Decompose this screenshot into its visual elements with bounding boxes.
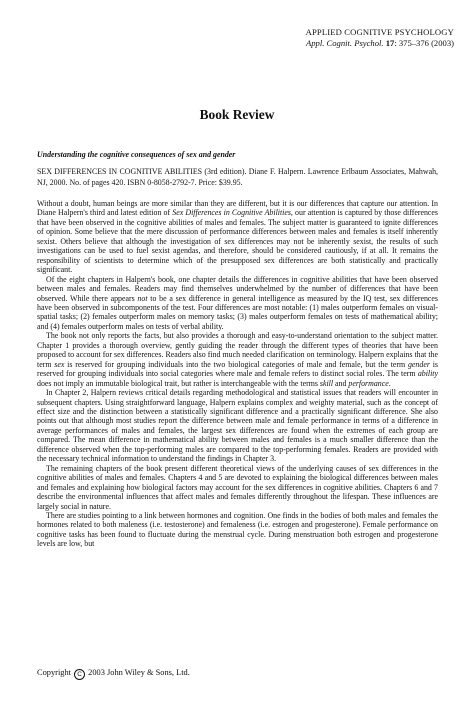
review-subtitle: Understanding the cognitive consequences of sex and gender xyxy=(37,150,236,159)
book-title-italic: Sex Differences in Cognitive Abilities xyxy=(172,208,291,218)
journal-name: APPLIED COGNITIVE PSYCHOLOGY xyxy=(305,27,454,37)
paragraph-text: and xyxy=(333,378,349,388)
citation-pages: : 375–376 (2003) xyxy=(394,38,454,49)
citation-volume: 17 xyxy=(385,38,395,49)
paragraph-text: . xyxy=(388,378,391,388)
paragraph-text: , our attention is captured by those differences that have been observed in the cognitive abilities of males and females. The subject matter is guaranteed to ignite differences of opinion. Some believe that the mere discussion of performance differences between males and females is itself inherently sexist. Others believe that although the investigation of sex differences may not be inherently sexist, the results of such investigations can be used to fuel sexist agendas, and therefore, should be considered cautiously, if at all. It remains the responsibility of scientists to determine which of the presupposed sex differences are both statistically and practically significant. xyxy=(37,208,438,275)
emphasis-text: gender xyxy=(407,359,430,369)
paragraph-text: does not imply an immutable biological trait, but rather is interchangeable with the terms xyxy=(37,378,320,388)
journal-header xyxy=(306,27,454,49)
paragraph-text: to be a sex difference in general intelligence as measured by the IQ test, sex differences have been observed in subcomponents of the test. Four differences are most notable: (1) males outperform females on visual-spatial tasks; (2) females outperform males on memory tasks; (3) males outperform females on tests of mathematical ability; and (4) females outperform males on tests of verbal ability. xyxy=(37,293,438,331)
paragraph-text: Without a doubt, human beings are more similar than they are different, but it is our differences that capture our attention. In Diane Halpern's third and latest edition of xyxy=(37,199,438,218)
paragraph-2 xyxy=(37,275,438,332)
paragraph-1 xyxy=(37,199,438,275)
article-body xyxy=(37,199,438,549)
emphasis-text: not xyxy=(137,293,148,303)
book-citation: SEX DIFFERENCES IN COGNITIVE ABILITIES (3rd edition). Diane F. Halpern. Lawrence Erlbaum Associates, Mahwah, NJ, 2000. No. of pages 420. ISBN 0-8058-2792-7. Price: $39.95. xyxy=(37,167,438,187)
copyright-label: Copyright xyxy=(37,668,71,677)
paragraph-text: The book not only reports the facts, but also provides a thorough and easy-to-understand orientation to the subject matter. Chapter 1 provides a thorough overview, gently guiding the reader through the different types of theories that have been proposed to account for sex differences. Readers also find much needed clarification on terminology. Halpern explains that the term xyxy=(37,331,438,369)
paragraph-3 xyxy=(37,331,438,388)
journal-citation xyxy=(306,38,454,49)
emphasis-text: sex xyxy=(54,359,65,369)
copyright-icon: C xyxy=(74,669,85,680)
citation-journal: Appl. Cognit. Psychol. xyxy=(305,38,384,49)
emphasis-text: ability xyxy=(417,369,438,379)
paragraph-text: is reserved for grouping individuals into social categories where male and female refers to distinct social roles. The term xyxy=(37,359,438,379)
paragraph-4: In Chapter 2, Halpern reviews critical details regarding methodological and statistical issues that readers will encounter in subsequent chapters. Using straightforward language, Halpern explains complex and weighty material, such as the concept of effect size and the distinction between a statistically significant difference and a practically significant difference. She also points out that although most studies report the difference between male and female performance in terms of a difference in average performances of males and females, the largest sex differences are found when the extremes of each group are compared. The mean difference in mathematical ability between males and females is a much smaller difference than the difference observed when the top-performing males are compared to the top-performing females. Readers are provided with the necessary technical information to understand the findings in Chapter 3. xyxy=(37,388,438,464)
paragraph-5: The remaining chapters of the book present different theoretical views of the underlying causes of sex differences in the cognitive abilities of males and females. Chapters 4 and 5 are devoted to explaining the biological differences between males and females and explaining how biological factors may account for the sex differences in cognitive abilities. Chapters 6 and 7 describe the environmental influences that affect males and females differently throughout the lifespan. These influences are largely social in nature. xyxy=(37,463,438,511)
emphasis-text: skill xyxy=(319,378,334,388)
paragraph-6: There are studies pointing to a link between hormones and cognition. One finds in the bodies of both males and females the hormones related to both maleness (i.e. testosterone) and femaleness (i.e. estrogen and progesterone). Female performance on cognitive tasks has been found to fluctuate during the menstrual cycle. During menstruation both estrogen and progesterone levels are low, but xyxy=(37,510,438,549)
copyright-text: 2003 John Wiley & Sons, Ltd. xyxy=(88,668,190,677)
emphasis-text: performance xyxy=(348,378,389,388)
paragraph-text: Of the eight chapters in Halpern's book, one chapter details the differences in cognitive abilities that have been observed between males and females. Readers may find themselves underwhelmed by the number of differences that have been observed. While there appears xyxy=(37,274,438,303)
article-title: Book Review xyxy=(199,107,275,122)
paragraph-text: is reserved for grouping individuals into the two biological categories of male and female, but the term xyxy=(64,359,408,369)
copyright-footer xyxy=(37,668,190,680)
